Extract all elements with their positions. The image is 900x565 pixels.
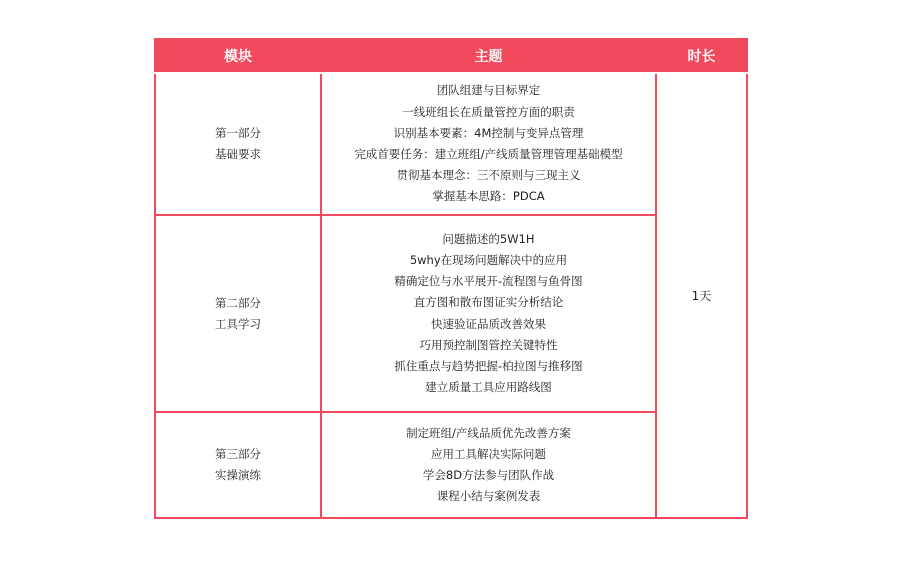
topic-item: 直方图和散布图证实分析结论 [413, 295, 564, 310]
section-cell [155, 412, 321, 518]
topics-cell [321, 412, 656, 518]
topic-item: 一线班组长在质量管控方面的职责 [402, 104, 575, 119]
topic-item: 抓住重点与趋势把握-柏拉图与推移图 [394, 358, 583, 373]
topic-item: 应用工具解决实际问题 [431, 446, 546, 461]
section-name: 工具学习 [215, 316, 261, 331]
section-part: 第三部分 [215, 447, 261, 461]
section-name: 基础要求 [215, 147, 261, 161]
topic-item: 巧用预控制图管控关键特性 [419, 337, 558, 352]
topic-item: 团队组建与目标界定 [436, 83, 541, 98]
topic-item: 完成首要任务：建立班组/产线质量管理管理基础模型 [354, 147, 623, 161]
topics-cell [321, 215, 656, 412]
topic-item: 5why在现场问题解决中的应用 [409, 252, 568, 267]
topic-item: 精确定位与水平展开-流程图与鱼骨图 [394, 274, 583, 289]
table-header-row [155, 39, 747, 73]
topic-item: 课程小结与案例发表 [436, 489, 541, 504]
header-topic: 主题 [321, 39, 656, 73]
topics-cell [321, 73, 656, 215]
table-row [155, 73, 747, 215]
course-outline-table [154, 38, 748, 519]
section-part: 第二部分 [215, 295, 261, 310]
topic-item: 建立质量工具应用路线图 [425, 380, 552, 395]
header-module: 模块 [155, 39, 321, 73]
topic-item: 制定班组/产线品质优先改善方案 [406, 425, 571, 440]
topic-item: 掌握基本思路：PDCA [432, 189, 545, 204]
header-duration: 时长 [656, 39, 747, 73]
topic-item: 贯彻基本理念：三不原则与三现主义 [396, 168, 581, 183]
section-part: 第一部分 [215, 126, 261, 140]
topic-item: 快速验证品质改善效果 [431, 316, 546, 331]
topic-item: 识别基本要素：4M控制与变异点管理 [393, 125, 584, 140]
section-cell [155, 215, 321, 412]
duration-cell: 1天 [656, 73, 747, 518]
section-name: 实操演练 [215, 468, 261, 482]
topic-item: 学会8D方法参与团队作战 [422, 468, 555, 482]
topic-item: 问题描述的5W1H [442, 231, 535, 246]
section-cell [155, 73, 321, 215]
